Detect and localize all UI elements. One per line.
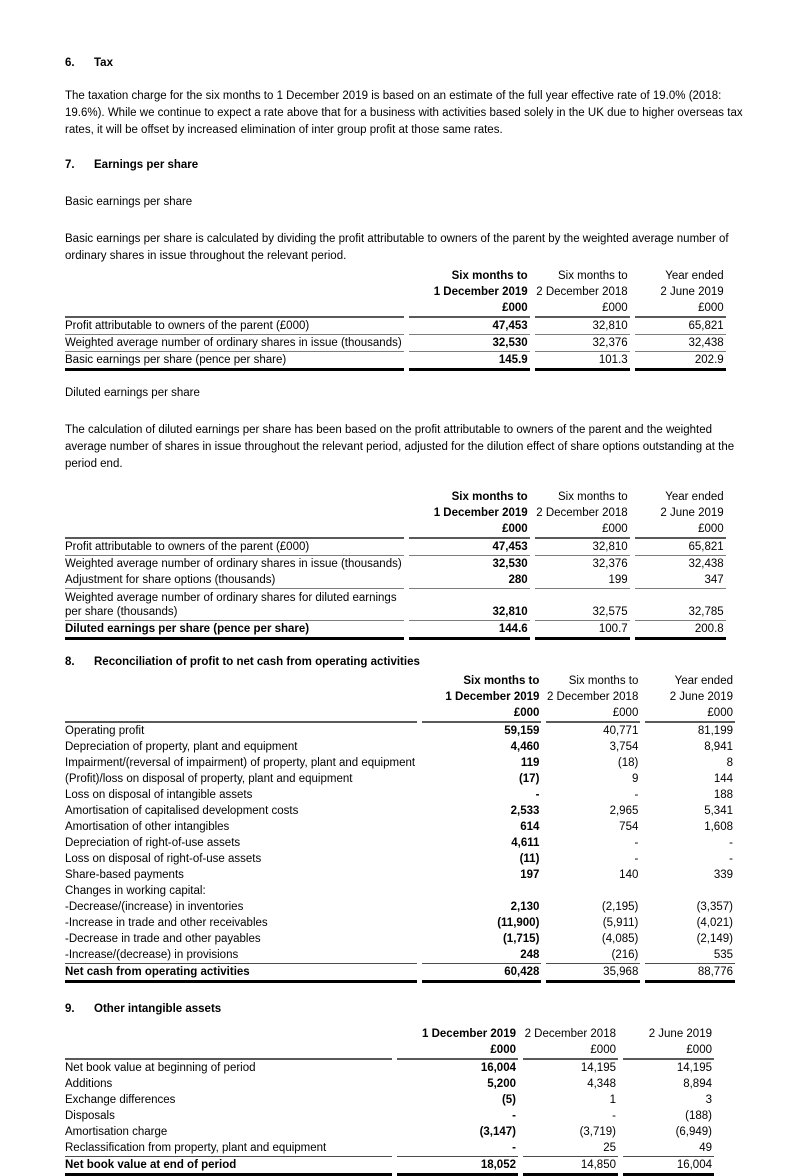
row-label: Net book value at end of period — [65, 1157, 392, 1176]
value-year: (188) — [685, 1110, 712, 1122]
column-header: Six months to — [463, 675, 540, 687]
section-number: 8. — [65, 656, 75, 668]
value-year: (6,949) — [675, 1126, 712, 1138]
column-header: Six months to — [558, 270, 628, 282]
section-title: Earnings per share — [94, 159, 199, 171]
table-row — [65, 883, 735, 899]
table-row — [65, 335, 726, 352]
value-current: 18,052 — [397, 1157, 518, 1176]
value-prior: (5,911) — [602, 917, 639, 929]
diluted-eps-paragraph — [65, 422, 740, 473]
row-label: Exchange differences — [65, 1094, 176, 1106]
table-row — [65, 556, 726, 572]
paragraph-line: Basic earnings per share is calculated by dividing the profit attributable to owners of the parent by the weighted average number of — [65, 233, 729, 245]
value-year: 144 — [713, 773, 733, 785]
value-current — [422, 883, 541, 899]
value-current: 280 — [409, 572, 530, 589]
value-prior: (2,195) — [601, 901, 639, 913]
value-prior: 14,195 — [580, 1062, 616, 1074]
table-row — [65, 819, 735, 835]
table-row — [65, 1092, 714, 1108]
row-label: -Increase in trade and other receivables — [65, 917, 268, 929]
value-current: 32,530 — [409, 335, 530, 352]
column-header: 2 December 2018 — [536, 507, 628, 519]
value-year: 8,894 — [683, 1078, 712, 1090]
value-current: 2,130 — [510, 901, 540, 913]
row-label-line: Weighted average number of ordinary shares for diluted earnings — [65, 592, 397, 604]
value-prior: 9 — [631, 773, 639, 785]
value-prior: (216) — [546, 947, 640, 964]
table-row — [65, 1060, 714, 1076]
value-prior: 40,771 — [603, 725, 639, 737]
column-header: 2 December 2018 — [536, 286, 628, 298]
table-header-row — [65, 705, 735, 723]
value-prior: 3,754 — [609, 741, 639, 753]
value-current: 144.6 — [409, 621, 530, 640]
value-current: 5,200 — [487, 1078, 516, 1090]
value-prior: 4,348 — [587, 1078, 616, 1090]
row-label — [65, 589, 404, 621]
value-current: (11,900) — [497, 917, 540, 929]
column-header: 1 December 2019 — [445, 691, 540, 703]
column-header: 2 December 2018 — [546, 691, 639, 703]
row-label: Diluted earnings per share (pence per share) — [65, 621, 404, 640]
column-header: 2 June 2019 — [660, 286, 724, 298]
table-header-row — [65, 673, 735, 689]
table-header-row — [65, 489, 726, 505]
table-header-row — [65, 1042, 714, 1060]
column-header: Six months to — [451, 270, 528, 282]
table-header-row — [65, 1026, 714, 1042]
value-year: 200.8 — [635, 621, 726, 640]
row-label: Disposals — [65, 1110, 115, 1122]
value-year: 188 — [713, 789, 733, 801]
diluted-eps-table — [60, 489, 731, 640]
column-header: £000 — [523, 1042, 618, 1060]
header-spacer — [65, 521, 404, 539]
value-prior: 100.7 — [535, 621, 630, 640]
value-current: 59,159 — [504, 725, 540, 737]
value-current: 4,611 — [511, 837, 540, 849]
row-label: Amortisation of capitalised development costs — [65, 805, 299, 817]
table-row — [65, 899, 735, 915]
row-label: (Profit)/loss on disposal of property, plant and equipment — [65, 773, 353, 785]
value-current: (5) — [501, 1094, 516, 1106]
value-year: 88,776 — [645, 964, 735, 983]
column-header: £000 — [623, 1042, 714, 1060]
table-row — [65, 1157, 714, 1176]
column-header: Six months to — [451, 491, 528, 503]
column-header: 2 June 2019 — [669, 691, 733, 703]
value-prior: - — [634, 853, 639, 865]
section-title: Other intangible assets — [94, 1003, 222, 1015]
section-6-heading — [65, 55, 740, 72]
table-row — [65, 621, 726, 640]
value-year: 339 — [713, 869, 733, 881]
table-row — [65, 1140, 714, 1157]
value-year: 14,195 — [676, 1062, 712, 1074]
paragraph-line: The taxation charge for the six months to 1 December 2019 is based on an estimate of the full year effective rate of 19.0% (2018: — [65, 90, 722, 102]
value-year: 8 — [726, 757, 733, 769]
value-year: 32,785 — [635, 589, 726, 621]
column-header: £000 — [409, 521, 530, 539]
table-row — [65, 318, 726, 335]
value-current: 2,533 — [510, 805, 540, 817]
column-header: £000 — [635, 521, 726, 539]
value-current: - — [512, 1110, 516, 1122]
section-8-heading — [65, 654, 740, 671]
value-prior: - — [612, 1110, 616, 1122]
header-spacer — [65, 1042, 392, 1060]
column-header: 1 December 2019 — [433, 286, 528, 298]
value-year: (2,149) — [696, 933, 733, 945]
section-title: Tax — [94, 57, 113, 69]
column-header: £000 — [397, 1042, 518, 1060]
basic-eps-subtitle: Basic earnings per share — [65, 196, 193, 208]
value-prior: 35,968 — [546, 964, 640, 983]
value-current: 4,460 — [510, 741, 540, 753]
value-year: - — [729, 853, 733, 865]
value-prior: (18) — [617, 757, 639, 769]
header-spacer — [65, 705, 417, 723]
table-header-row — [65, 268, 726, 284]
value-current: 248 — [422, 947, 541, 964]
table-row — [65, 771, 735, 787]
value-prior: 14,850 — [523, 1157, 618, 1176]
header-spacer — [65, 489, 404, 505]
value-current: (3,147) — [479, 1126, 516, 1138]
value-prior: 199 — [535, 572, 630, 589]
value-current: - — [397, 1140, 518, 1157]
row-label: -Increase/(decrease) in provisions — [65, 947, 417, 964]
value-prior: (3,719) — [579, 1126, 616, 1138]
row-label: Weighted average number of ordinary shares in issue (thousands) — [65, 335, 404, 352]
paragraph-line: 19.6%). While we continue to expect a rate above that for a business with activities based solely in the UK due to higher overseas tax — [65, 107, 743, 119]
table-header-row — [65, 521, 726, 539]
section-9-heading — [65, 1001, 740, 1018]
table-row — [65, 352, 726, 371]
table-row — [65, 803, 735, 819]
value-year: 347 — [635, 572, 726, 589]
value-year: 49 — [623, 1140, 714, 1157]
value-current: 32,530 — [492, 558, 528, 570]
tax-paragraph — [65, 88, 743, 139]
row-label: Additions — [65, 1078, 113, 1090]
table-row — [65, 787, 735, 803]
paragraph-line: rates, it will be offset by increased elimination of inter group profit at those same rates. — [65, 124, 503, 136]
value-prior: 2,965 — [609, 805, 639, 817]
row-label: Amortisation of other intangibles — [65, 821, 230, 833]
table-header-row — [65, 505, 726, 521]
value-year: 5,341 — [704, 805, 733, 817]
paragraph-line: average number of shares in issue throughout the relevant period, adjusted for the dilution effect of share options outstanding at the — [65, 441, 735, 453]
section-number: 7. — [65, 159, 75, 171]
value-year: - — [729, 837, 733, 849]
column-header: 2 June 2019 — [660, 507, 724, 519]
column-header: £000 — [645, 705, 735, 723]
column-header: £000 — [535, 521, 630, 539]
table-header-row — [65, 300, 726, 318]
table-row — [65, 1124, 714, 1140]
row-label: Changes in working capital: — [65, 885, 206, 897]
column-header: 1 December 2019 — [422, 1028, 516, 1040]
value-year: 32,438 — [635, 335, 726, 352]
cash-reconciliation-table — [60, 673, 740, 983]
section-number: 6. — [65, 57, 75, 69]
column-header: £000 — [535, 300, 630, 318]
value-year: 65,821 — [635, 539, 726, 556]
value-current: (17) — [518, 773, 540, 785]
value-year: 81,199 — [697, 725, 733, 737]
value-year: 1,608 — [704, 821, 733, 833]
row-label: Impairment/(reversal of impairment) of property, plant and equipment — [65, 757, 416, 769]
value-year — [645, 883, 735, 899]
header-spacer — [65, 300, 404, 318]
header-spacer — [65, 1026, 392, 1042]
header-spacer — [65, 689, 417, 705]
value-prior: 32,376 — [535, 335, 630, 352]
column-header: £000 — [422, 705, 541, 723]
table-row — [65, 851, 735, 867]
row-label: Basic earnings per share (pence per share) — [65, 352, 404, 371]
value-current: 47,453 — [409, 539, 530, 556]
value-year: 3 — [705, 1094, 712, 1106]
value-current: 47,453 — [409, 318, 530, 335]
row-label-line: per share (thousands) — [65, 606, 178, 618]
value-current: 145.9 — [409, 352, 530, 371]
table-row — [65, 915, 735, 931]
value-prior: 32,810 — [535, 539, 630, 556]
column-header: Six months to — [568, 675, 639, 687]
basic-eps-table — [60, 268, 731, 371]
table-row — [65, 867, 735, 883]
value-prior: - — [634, 789, 639, 801]
table-row — [65, 931, 735, 947]
row-label: Depreciation of right-of-use assets — [65, 837, 241, 849]
paragraph-line: ordinary shares in issue throughout the relevant period. — [65, 250, 347, 262]
value-year: 535 — [645, 947, 735, 964]
column-header: £000 — [409, 300, 530, 318]
paragraph-line: period end. — [65, 458, 123, 470]
row-label: Reclassification from property, plant and equipment — [65, 1140, 392, 1157]
value-prior: 1 — [609, 1094, 616, 1106]
column-header: 1 December 2019 — [433, 507, 528, 519]
row-label: Loss on disposal of intangible assets — [65, 789, 253, 801]
row-label: Depreciation of property, plant and equipment — [65, 741, 298, 753]
table-row — [65, 1076, 714, 1092]
value-current: (1,715) — [502, 933, 540, 945]
value-current: 197 — [520, 869, 540, 881]
table-header-row — [65, 284, 726, 300]
value-current: 614 — [520, 821, 540, 833]
row-label: Profit attributable to owners of the parent (£000) — [65, 318, 404, 335]
column-header: Year ended — [674, 675, 733, 687]
row-label: Net cash from operating activities — [65, 964, 417, 983]
column-header: £000 — [635, 300, 726, 318]
header-spacer — [65, 505, 404, 521]
column-header: Six months to — [558, 491, 628, 503]
row-label: Operating profit — [65, 725, 145, 737]
column-header: Year ended — [665, 270, 724, 282]
column-header: 2 June 2019 — [648, 1028, 712, 1040]
value-prior: 25 — [523, 1140, 618, 1157]
column-header: £000 — [546, 705, 640, 723]
value-current: (11) — [519, 853, 540, 865]
row-label: -Decrease in trade and other payables — [65, 933, 261, 945]
value-year: 32,438 — [688, 558, 724, 570]
value-year: (3,357) — [696, 901, 733, 913]
table-row — [65, 755, 735, 771]
table-row — [65, 1108, 714, 1124]
value-current: 16,004 — [480, 1062, 516, 1074]
value-prior: 754 — [619, 821, 639, 833]
row-label: -Decrease/(increase) in inventories — [65, 901, 244, 913]
header-spacer — [65, 284, 404, 300]
value-prior — [546, 883, 640, 899]
column-header: 2 December 2018 — [524, 1028, 616, 1040]
row-label: Share-based payments — [65, 869, 184, 881]
table-row — [65, 539, 726, 556]
value-prior: 32,376 — [592, 558, 628, 570]
section-number: 9. — [65, 1003, 75, 1015]
table-row — [65, 964, 735, 983]
row-label: Amortisation charge — [65, 1126, 168, 1138]
section-title: Reconciliation of profit to net cash from operating activities — [94, 656, 420, 668]
value-year: (4,021) — [696, 917, 733, 929]
table-row — [65, 723, 735, 739]
table-row — [65, 572, 726, 589]
value-year: 8,941 — [704, 741, 733, 753]
value-current: 60,428 — [422, 964, 541, 983]
value-current: - — [535, 789, 540, 801]
column-header: Year ended — [665, 491, 724, 503]
row-label: Net book value at beginning of period — [65, 1062, 256, 1074]
value-prior: 32,575 — [535, 589, 630, 621]
header-spacer — [65, 673, 417, 689]
table-row — [65, 835, 735, 851]
value-current: 32,810 — [409, 589, 530, 621]
row-label: Adjustment for share options (thousands) — [65, 572, 404, 589]
value-prior: - — [634, 837, 639, 849]
table-header-row — [65, 689, 735, 705]
table-row — [65, 739, 735, 755]
value-current: 119 — [520, 757, 540, 769]
value-year: 65,821 — [635, 318, 726, 335]
section-7-heading — [65, 157, 740, 174]
table-row — [65, 589, 726, 621]
value-prior: (4,085) — [601, 933, 639, 945]
value-prior: 32,810 — [535, 318, 630, 335]
row-label: Loss on disposal of right-of-use assets — [65, 853, 262, 865]
value-year: 16,004 — [623, 1157, 714, 1176]
row-label: Profit attributable to owners of the parent (£000) — [65, 539, 404, 556]
value-year: 202.9 — [635, 352, 726, 371]
paragraph-line: The calculation of diluted earnings per share has been based on the profit attributable to owners of the parent and the weighted — [65, 424, 712, 436]
value-prior: 140 — [619, 869, 639, 881]
table-row — [65, 947, 735, 964]
row-label: Weighted average number of ordinary shares in issue (thousands) — [65, 558, 402, 570]
basic-eps-paragraph — [65, 231, 740, 265]
diluted-eps-subtitle: Diluted earnings per share — [65, 387, 200, 399]
intangible-assets-table — [60, 1026, 719, 1176]
header-spacer — [65, 268, 404, 284]
value-prior: 101.3 — [535, 352, 630, 371]
